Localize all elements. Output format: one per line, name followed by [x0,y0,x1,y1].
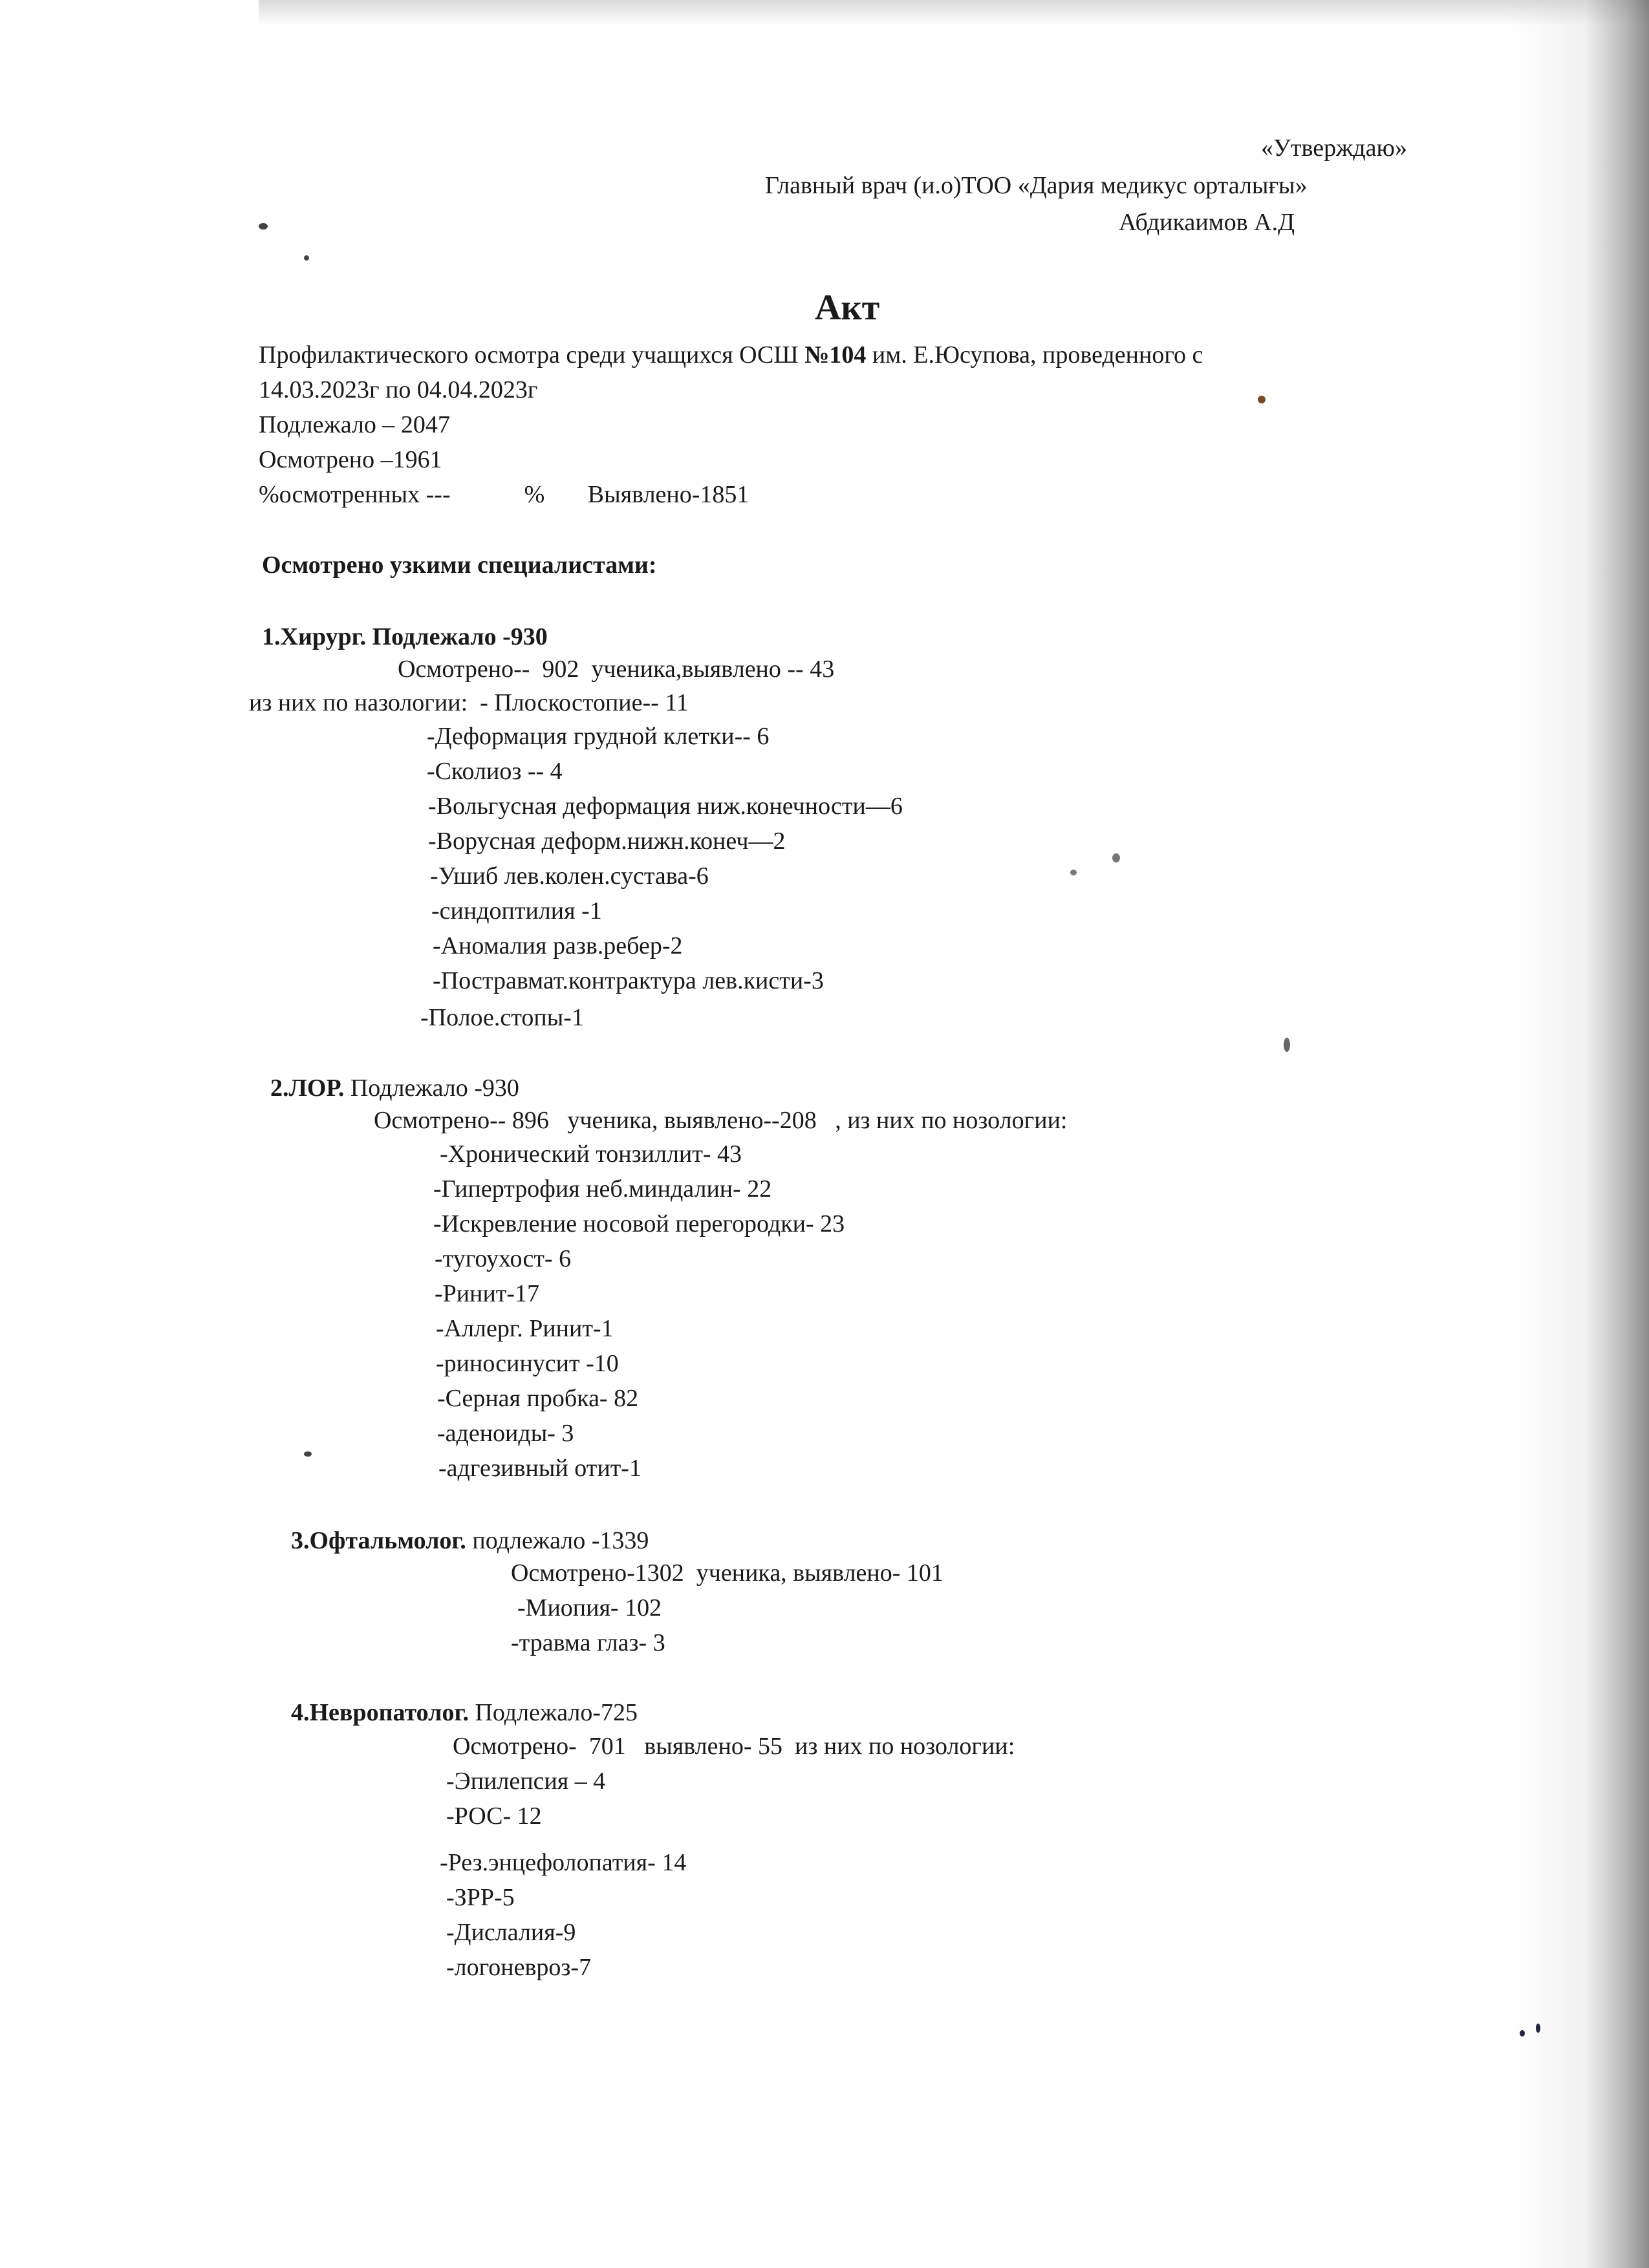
ent-item: -аденоиды- 3 [437,1420,574,1447]
approval-line-3: Абдикаимов А.Д [1119,209,1295,236]
neurologist-item: -Рез.энцефолопатия- 14 [440,1849,687,1876]
surgeon-nosology: из них по назологии: - Плоскостопие-- 11 [249,689,689,716]
neurologist-item: -Дислалия-9 [446,1919,576,1946]
speck [1258,396,1266,403]
surgeon-item: -синдоптилия -1 [431,897,602,925]
neurologist-examined: Осмотрено- 701 выявлено- 55 из них по нозологии: [453,1733,1015,1760]
speck [1520,2030,1525,2037]
intro-line-2: 14.03.2023г по 04.04.2023г [259,376,538,403]
neurologist-item: -ЗРР-5 [446,1884,515,1911]
approval-line-1: «Утверждаю» [1261,134,1407,162]
specialists-heading: Осмотрено узкими специалистами: [262,551,657,579]
speck [259,223,268,230]
ophthalmologist-item: -Миопия- 102 [517,1594,662,1621]
neurologist-item: -Эпилепсия – 4 [446,1768,606,1795]
ent-item: -Ринит-17 [435,1280,540,1307]
intro-line-1-pre: Профилактического осмотра среди учащихся ОСШ [259,341,805,369]
ophthalmologist-item: -травма глаз- 3 [511,1629,665,1656]
neurologist-item: -РОС- 12 [446,1803,542,1830]
document-title: Акт [815,288,880,328]
scan-shadow-top [259,0,1649,26]
ent-item: -Серная пробка- 82 [437,1385,639,1412]
ent-item: -адгезивный отит-1 [438,1455,641,1482]
surgeon-item: -Деформация грудной клетки-- 6 [427,723,770,750]
ent-heading-rest: Подлежало -930 [344,1075,519,1102]
speck [1112,853,1120,862]
surgeon-heading: 1.Хирург. Подлежало -930 [262,623,548,650]
ent-item: -Гипертрофия неб.миндалин- 22 [433,1175,772,1203]
ent-item: -Искревление носовой перегородки- 23 [433,1210,845,1237]
neurologist-item: -логоневроз-7 [446,1954,592,1981]
surgeon-item: -Ушиб лев.колен.сустава-6 [430,862,709,890]
school-number: №104 [804,341,867,369]
surgeon-examined: Осмотрено-- 902 ученика,выявлено -- 43 [398,656,835,683]
surgeon-item: -Постравмат.контрактура лев.кисти-3 [433,967,824,994]
speck [1536,2024,1540,2033]
ent-item: -Аллерг. Ринит-1 [436,1315,614,1342]
neurologist-heading [291,1700,638,1725]
approval-line-2: Главный врач (и.о)ТОО «Дария медикус орталығы» [765,172,1308,199]
speck [304,255,309,261]
intro-line-1-post: им. Е.Юсупова, проведенного с [866,341,1203,369]
subject-total: Подлежало – 2047 [259,411,450,438]
ent-item: -тугоухост- 6 [435,1245,572,1272]
speck [1284,1038,1290,1052]
neurologist-heading-label: 4.Невропатолог. [291,1699,469,1726]
ent-heading-label: 2.ЛОР. [270,1075,345,1102]
speck [1070,870,1077,875]
surgeon-item: -Ворусная деформ.нижн.конеч—2 [428,828,786,855]
ophthalmologist-examined: Осмотрено-1302 ученика, выявлено- 101 [511,1559,943,1587]
ent-item: -риносинусит -10 [436,1350,619,1377]
ent-examined: Осмотрено-- 896 ученика, выявлено--208 , из них по нозологии: [374,1107,1068,1134]
percent-detected: %осмотренных --- % Выявлено-1851 [259,481,749,508]
scan-shadow-right [1507,0,1649,2268]
surgeon-item: -Полое.стопы-1 [420,1004,584,1031]
ent-item: -Хронический тонзиллит- 43 [440,1140,742,1168]
examined-total: Осмотрено –1961 [259,446,442,473]
ophthalmologist-heading-label: 3.Офтальмолог. [291,1527,466,1554]
intro-line-1 [259,343,1203,367]
surgeon-item: -Аномалия разв.ребер-2 [433,932,683,959]
speck [304,1451,312,1457]
surgeon-item: -Сколиоз -- 4 [427,758,563,785]
ent-heading [270,1076,519,1100]
surgeon-item: -Вольгусная деформация ниж.конечности—6 [428,793,903,820]
neurologist-heading-rest: Подлежало-725 [468,1699,638,1726]
ophthalmologist-heading [291,1528,649,1553]
ophthalmologist-heading-rest: подлежало -1339 [466,1527,649,1554]
